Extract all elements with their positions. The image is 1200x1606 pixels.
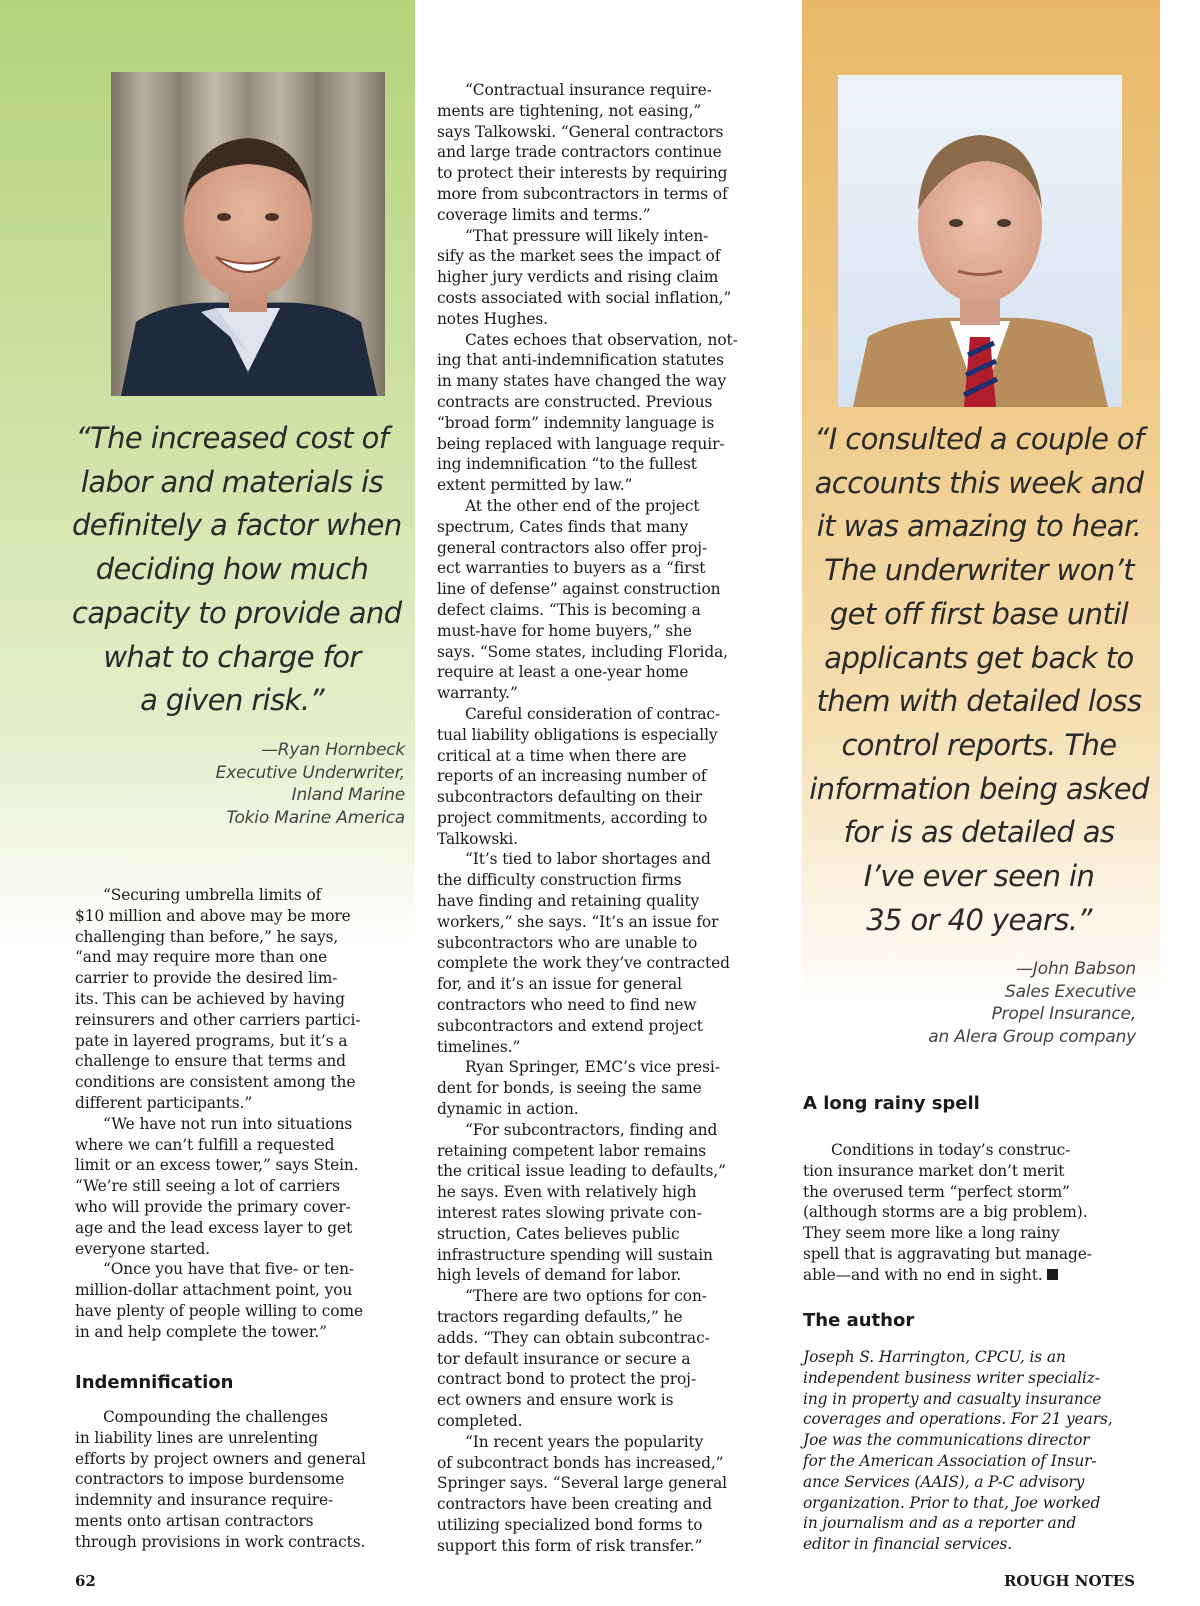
body-line: “Once you have that five- or ten- <box>103 1260 355 1279</box>
author-bio <box>803 1347 1148 1555</box>
body-line: higher jury verdicts and rising claim <box>437 268 719 287</box>
pull-quote-line: what to charge for <box>103 639 361 674</box>
bio-line: in journalism and as a reporter and <box>803 1514 1077 1533</box>
body-line: in liability lines are unrelenting <box>75 1428 319 1447</box>
body-line: critical at a time when there are <box>437 746 687 765</box>
body-line: support this form of risk transfer.” <box>437 1536 703 1555</box>
heading-the-author: The author <box>803 1310 915 1331</box>
attribution-line: —Ryan Hornbeck <box>260 740 405 760</box>
body-line: $10 million and above may be more <box>75 906 351 925</box>
body-line: general contractors also offer proj- <box>437 538 708 557</box>
body-line: Careful consideration of contrac- <box>465 704 721 723</box>
body-line: utilizing specialized bond forms to <box>437 1515 703 1534</box>
body-line: must-have for home buyers,” she <box>437 621 692 640</box>
attribution-line: an Alera Group company <box>928 1026 1136 1047</box>
attribution-line: Inland Marine <box>291 785 405 805</box>
body-line: completed. <box>437 1412 523 1430</box>
heading-long-rainy-spell: A long rainy spell <box>803 1093 980 1114</box>
body-line: high levels of demand for labor. <box>437 1266 682 1285</box>
body-line: complete the work they’ve contracted <box>437 954 730 973</box>
body-line: where we can’t fulfill a requested <box>75 1135 335 1154</box>
body-line: efforts by project owners and general <box>75 1449 366 1468</box>
bio-line: independent business writer specializ- <box>803 1368 1100 1387</box>
body-line: the difficulty construction firms <box>437 871 682 890</box>
pull-quote-right-attribution <box>850 958 1136 1048</box>
body-line: “and may require more than one <box>75 948 328 967</box>
body-line: “Securing umbrella limits of <box>103 886 322 904</box>
body-line: project commitments, according to <box>437 808 708 827</box>
body-line: Ryan Springer, EMC’s vice presi- <box>465 1058 720 1077</box>
body-line: “We have not run into situations <box>103 1114 353 1133</box>
body-line: being replaced with language requir- <box>437 434 725 453</box>
body-line: its. This can be achieved by having <box>75 989 345 1008</box>
body-line: who will provide the primary cover- <box>75 1197 351 1216</box>
pull-quote-line: them with detailed loss <box>816 684 1142 719</box>
body-line: says Talkowski. “General contractors <box>437 122 724 141</box>
body-line: “broad form” indemnity language is <box>437 413 715 432</box>
body-line: pate in layered programs, but it’s a <box>75 1031 348 1050</box>
pull-quote-line: accounts this week and <box>814 465 1144 500</box>
body-line: retaining competent labor remains <box>437 1141 707 1160</box>
body-line: reports of an increasing number of <box>437 767 707 786</box>
column-right-rainy-body <box>803 1140 1148 1286</box>
body-line: “It’s tied to labor shortages and <box>465 850 711 869</box>
body-line: the overused term “perfect storm” <box>803 1182 1070 1201</box>
body-line: interest rates slowing private con- <box>437 1204 702 1223</box>
body-line: have finding and retaining quality <box>437 892 700 911</box>
body-line: require at least a one-year home <box>437 663 689 682</box>
body-line: tion insurance market don’t merit <box>803 1161 1065 1180</box>
pull-quote-line: capacity to provide and <box>72 595 402 630</box>
bio-line: organization. Prior to that, Joe worked <box>803 1493 1101 1512</box>
bio-line: Joe was the communications director <box>803 1431 1090 1450</box>
body-line: notes Hughes. <box>437 309 548 328</box>
body-line: subcontractors defaulting on their <box>437 788 702 807</box>
body-line: carrier to provide the desired lim- <box>75 969 338 988</box>
bio-line: ing in property and casualty insurance <box>803 1389 1102 1408</box>
attribution-line: Executive Underwriter, <box>215 762 405 783</box>
body-line: says. “Some states, including Florida, <box>437 642 728 661</box>
body-line: the critical issue leading to defaults,” <box>437 1162 726 1181</box>
pull-quote-line: for is as detailed as <box>843 815 1115 850</box>
body-line: sify as the market sees the impact of <box>437 247 721 266</box>
body-line: “That pressure will likely inten- <box>465 226 709 245</box>
bio-line: coverages and operations. For 21 years, <box>803 1410 1113 1429</box>
pull-quote-line: The underwriter won’t <box>824 553 1134 588</box>
photo-john-babson <box>838 75 1122 407</box>
body-line: have plenty of people willing to come <box>75 1301 363 1320</box>
body-line: “In recent years the popularity <box>465 1432 704 1451</box>
body-line: spell that is aggravating but manage- <box>803 1244 1092 1263</box>
body-line: defect claims. “This is becoming a <box>437 600 701 619</box>
body-line: (although storms are a big problem). <box>803 1203 1088 1222</box>
body-line-text: able—and with no end in sight. <box>803 1265 1043 1284</box>
pull-quote-line: a given risk.” <box>140 683 324 718</box>
body-line: and large trade contractors continue <box>437 143 722 162</box>
body-line: Compounding the challenges <box>103 1408 328 1426</box>
body-line: different participants.” <box>75 1093 253 1112</box>
body-line: tractors regarding defaults,” he <box>437 1308 683 1327</box>
pull-quote-line: 35 or 40 years.” <box>866 902 1092 937</box>
body-line: tor default insurance or secure a <box>437 1349 691 1368</box>
body-line: challenging than before,” he says, <box>75 927 339 946</box>
pull-quote-line: definitely a factor when <box>72 508 402 543</box>
body-line: reinsurers and other carriers partici- <box>75 1010 361 1029</box>
body-line: in and help complete the tower.” <box>75 1322 327 1341</box>
bio-line: ance Services (AAIS), a P-C advisory <box>803 1472 1085 1491</box>
pull-quote-right <box>803 418 1155 942</box>
pull-quote-line: it was amazing to hear. <box>816 509 1142 544</box>
body-line: more from subcontractors in terms of <box>437 184 728 203</box>
pull-quote-line: labor and materials is <box>80 464 384 499</box>
body-line: infrastructure spending will sustain <box>437 1245 713 1264</box>
body-line: contracts are constructed. Previous <box>437 392 713 411</box>
bio-line: Joseph S. Harrington, CPCU, is an <box>803 1348 1066 1366</box>
body-line: contractors who need to find new <box>437 996 697 1015</box>
body-line: tual liability obligations is especially <box>437 725 718 744</box>
body-line: to protect their interests by requiring <box>437 164 728 183</box>
end-of-article-mark <box>1047 1269 1058 1280</box>
body-line: ing indemnification “to the fullest <box>437 455 697 474</box>
pull-quote-line: information being asked <box>809 771 1149 806</box>
body-line: warranty.” <box>437 684 518 703</box>
body-line: of subcontract bonds has increased,” <box>437 1453 724 1472</box>
photo-ryan-hornbeck <box>111 72 385 396</box>
body-line: in many states have changed the way <box>437 372 727 391</box>
body-line: ing that anti-indemnification statutes <box>437 351 724 370</box>
body-line: dynamic in action. <box>437 1100 579 1119</box>
body-line: At the other end of the project <box>465 496 700 515</box>
body-line: conditions are consistent among the <box>75 1073 356 1092</box>
column-left-indemnification-body <box>75 1407 415 1553</box>
pull-quote-line: deciding how much <box>95 552 369 587</box>
attribution-line: Tokio Marine America <box>226 807 405 828</box>
pull-quote-line: “The increased cost of <box>75 421 389 455</box>
body-line: “There are two options for con- <box>465 1287 707 1306</box>
body-line: through provisions in work contracts. <box>75 1532 366 1551</box>
body-line: contract bond to protect the proj- <box>437 1370 696 1389</box>
body-line: “For subcontractors, finding and <box>465 1120 718 1139</box>
pull-quote-left <box>72 417 402 723</box>
body-line: extent permitted by law.” <box>437 476 633 495</box>
body-line: timelines.” <box>437 1037 521 1056</box>
body-line: ect warranties to buyers as a “first <box>437 559 706 578</box>
body-line: he says. Even with relatively high <box>437 1183 697 1202</box>
body-line: Springer says. “Several large general <box>437 1474 727 1493</box>
body-line: line of defense” against construction <box>437 580 721 599</box>
attribution-line: —John Babson <box>1016 959 1136 979</box>
body-line: Conditions in today’s construc- <box>831 1141 1071 1159</box>
body-line: struction, Cates believes public <box>437 1224 680 1243</box>
column-middle-body <box>437 80 782 1557</box>
body-line: subcontractors and extend project <box>437 1016 703 1035</box>
column-left-body <box>75 885 415 1343</box>
heading-indemnification: Indemnification <box>75 1372 234 1393</box>
magazine-name: ROUGH NOTES <box>1003 1572 1135 1590</box>
body-line: spectrum, Cates finds that many <box>437 517 689 536</box>
body-line: contractors have been creating and <box>437 1495 712 1514</box>
body-line: Talkowski. <box>437 829 518 848</box>
attribution-line: Sales Executive <box>1005 981 1136 1002</box>
body-line: adds. “They can obtain subcontrac- <box>437 1328 710 1347</box>
body-line: million-dollar attachment point, you <box>75 1281 353 1300</box>
bio-line: for the American Association of Insur- <box>803 1451 1097 1470</box>
body-line: They seem more like a long rainy <box>803 1224 1060 1243</box>
body-line: “Contractual insurance require- <box>465 81 712 99</box>
body-line: everyone started. <box>75 1239 211 1258</box>
pull-quote-left-attribution <box>160 739 405 829</box>
body-line: challenge to ensure that terms and <box>75 1052 346 1071</box>
body-line: workers,” she says. “It’s an issue for <box>437 912 719 931</box>
body-line: ect owners and ensure work is <box>437 1391 674 1410</box>
body-line: age and the lead excess layer to get <box>75 1218 353 1237</box>
body-line: for, and it’s an issue for general <box>437 975 682 994</box>
body-line <box>803 1265 1148 1286</box>
body-line: subcontractors who are unable to <box>437 933 698 952</box>
body-line: Cates echoes that observation, not- <box>465 330 738 349</box>
bio-line: editor in financial services. <box>803 1535 1013 1554</box>
pull-quote-line: get off first base until <box>829 596 1129 631</box>
body-line: contractors to impose burdensome <box>75 1470 345 1489</box>
page-number: 62 <box>75 1572 96 1590</box>
body-line: costs associated with social inflation,” <box>437 288 732 307</box>
body-line: “We’re still seeing a lot of carriers <box>75 1177 340 1196</box>
body-line: coverage limits and terms.” <box>437 205 651 224</box>
body-line: ments onto artisan contractors <box>75 1511 314 1530</box>
pull-quote-line: “I consulted a couple of <box>814 422 1144 456</box>
attribution-line: Propel Insurance, <box>991 1004 1136 1024</box>
pull-quote-line: I’ve ever seen in <box>863 859 1095 894</box>
pull-quote-line: applicants get back to <box>824 640 1134 675</box>
body-line: limit or an excess tower,” says Stein. <box>75 1156 359 1175</box>
body-line: ments are tightening, not easing,” <box>437 101 702 120</box>
body-line: dent for bonds, is seeing the same <box>437 1079 702 1098</box>
pull-quote-line: control reports. The <box>841 727 1117 762</box>
body-line: indemnity and insurance require- <box>75 1491 334 1510</box>
